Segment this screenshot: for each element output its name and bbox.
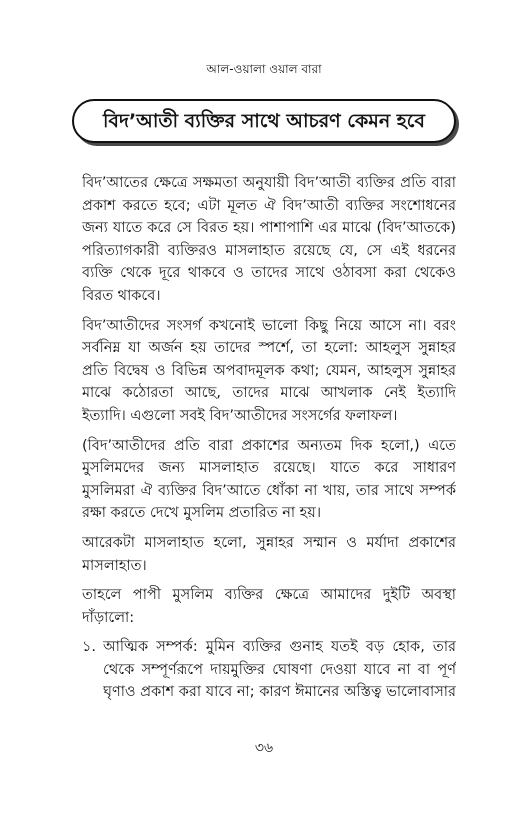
page-number: ৩৬ xyxy=(254,740,274,756)
chapter-title-box xyxy=(72,99,456,143)
paragraph-3 xyxy=(82,435,456,525)
text-line: প্রকাশ করতে হবে; এটা মূলত ঐ বিদ’আতী ব্যক্তির সংশোধনের xyxy=(82,197,456,214)
text-line: বিদ’আতীদের সংসর্গ কখনোই ভালো কিছু নিয়ে আসে না। বরং xyxy=(82,317,456,334)
text-line: ঘৃণাও প্রকাশ করা যাবে না; কারণ ঈমানের অস্তিত্ব ভালোবাসার xyxy=(103,684,456,701)
text-line: (বিদ’আতীদের প্রতি বারা প্রকাশের অন্যতম দিক হলো,) এতে xyxy=(82,437,456,454)
list-item-text xyxy=(103,636,456,704)
text-line: তাহলে পাপী মুসলিম ব্যক্তির ক্ষেত্রে আমাদের দুইটি অবস্থা xyxy=(82,587,456,604)
chapter-title: বিদ’আতী ব্যক্তির সাথে আচরণ কেমন হবে xyxy=(102,110,425,132)
text-line: সর্বনিম্ন যা অর্জন হয় তাদের স্পর্শে, তা হলো: আহলুস সুন্নাহর xyxy=(82,340,456,357)
text-line: মাসলাহাত। xyxy=(82,557,147,574)
paragraph-1 xyxy=(82,172,456,308)
text-line: রক্ষা করতে দেখে মুসলিম প্রতারিত না হয়। xyxy=(82,505,322,522)
text-line: মুসলিমদের জন্য মাসলাহাত রয়েছে। যাতে করে সাধারণ xyxy=(82,460,456,477)
body-text xyxy=(82,172,456,704)
text-line: আত্মিক সম্পর্ক: মুমিন ব্যক্তির গুনাহ যতই বড় হোক, তার xyxy=(103,639,456,656)
text-line: থেকে সম্পূর্ণরূপে দায়মুক্তির ঘোষণা দেওয়া যাবে না বা পূর্ণ xyxy=(103,661,456,678)
text-line: বিদ’আতের ক্ষেত্রে সক্ষমতা অনুযায়ী বিদ’আতী ব্যক্তির প্রতি বারা xyxy=(82,175,456,191)
text-line: প্রতি বিদ্বেষ ও বিভিন্ন অপবাদমূলক কথা; যেমন, আহলুস সুন্নাহর xyxy=(82,362,456,379)
text-line: মাঝে কঠোরতা আছে, তাদের মাঝে আখলাক নেই ইত্যাদি xyxy=(82,385,456,402)
text-line: মুসলিমরা ঐ ব্যক্তির বিদ’আতে ধোঁকা না খায়, তার সাথে সম্পর্ক xyxy=(82,482,456,499)
running-header: আল-ওয়ালা ওয়াল বারা xyxy=(206,62,322,76)
text-line: জন্য যাতে করে সে বিরত হয়। পাশাপাশি এর মাঝে (বিদ’আতকে) xyxy=(82,220,456,237)
text-line: আরেকটা মাসলাহাত হলো, সুন্নাহর সম্মান ও মর্যাদা প্রকাশের xyxy=(82,534,456,551)
paragraph-2 xyxy=(82,315,456,428)
text-line: বিরত থাকবে। xyxy=(82,287,161,304)
text-line: ব্যক্তি থেকে দূরে থাকবে ও তাদের সাথে ওঠাবসা করা থেকেও xyxy=(82,265,456,282)
list-item-number: ১. xyxy=(82,639,97,656)
text-line: পরিত্যাগকারী ব্যক্তিরও মাসলাহাত রয়েছে যে, সে এই ধরনের xyxy=(82,242,456,259)
paragraph-4 xyxy=(82,532,456,577)
paragraph-5 xyxy=(82,584,456,629)
text-line: দাঁড়ালো: xyxy=(82,609,135,626)
text-line: ইত্যাদি। এগুলো সবই বিদ’আতীদের সংসর্গের ফলাফল। xyxy=(82,407,398,424)
numbered-list-item xyxy=(82,636,456,704)
